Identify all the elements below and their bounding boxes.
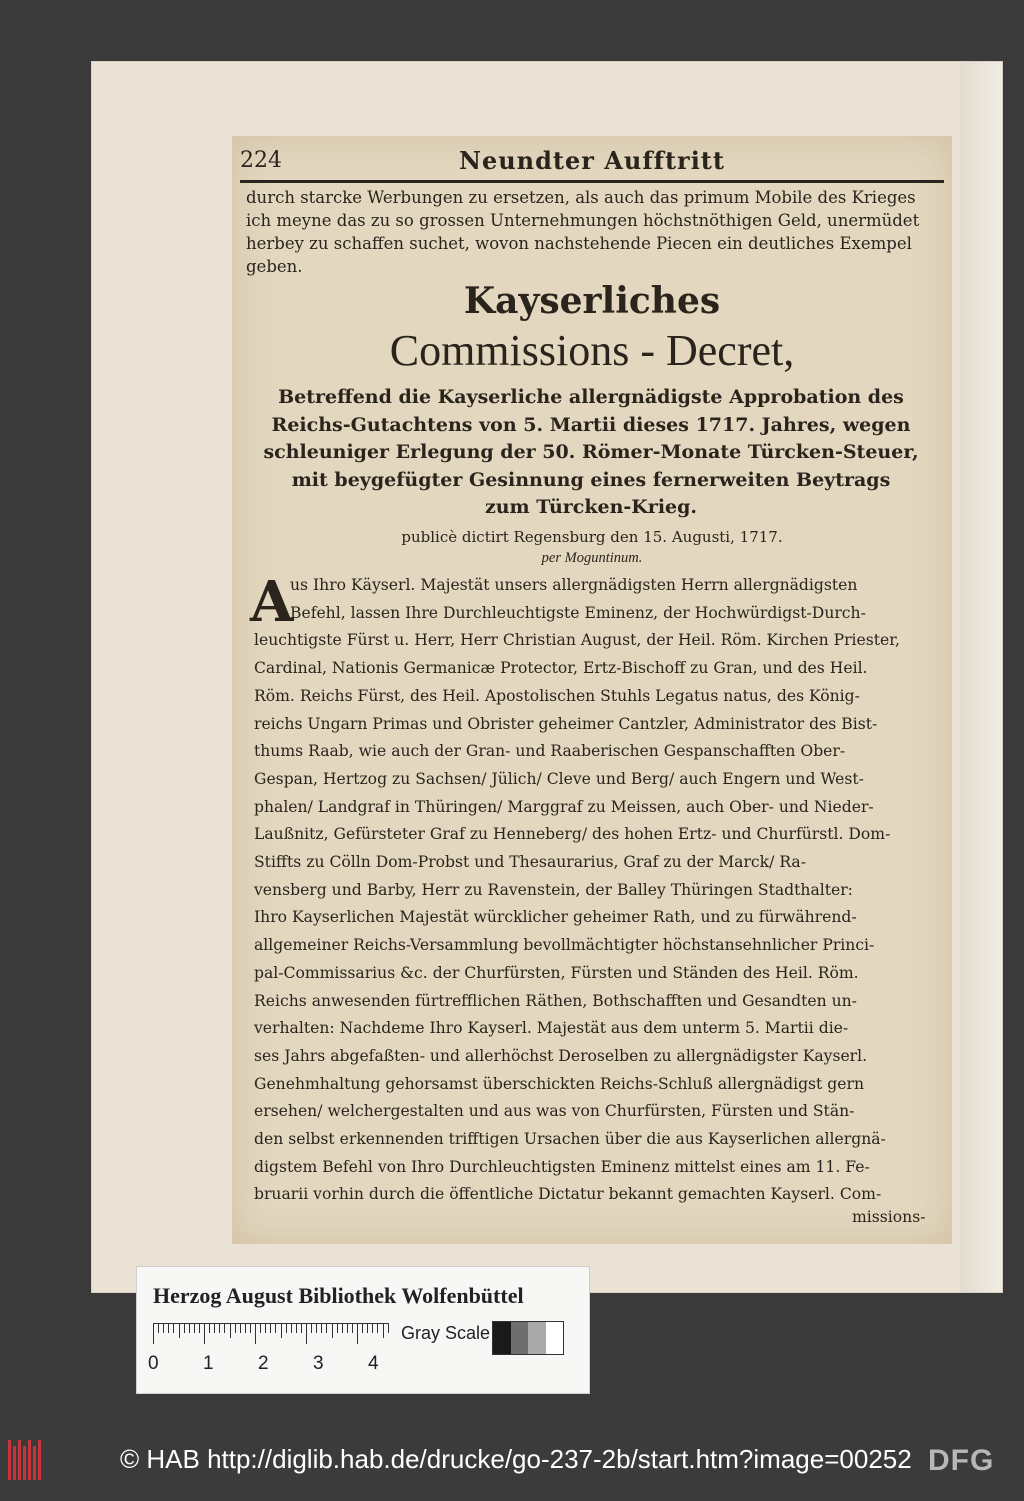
ruler-tick [311, 1324, 312, 1333]
gray-swatch [528, 1322, 546, 1354]
body-text-line: Ihro Kayserlichen Majestät würcklicher geheimer Rath, und zu fürwährend- [254, 908, 857, 927]
ruler-tick [199, 1324, 200, 1333]
body-text-line: Laußnitz, Gefürsteter Graf zu Henneberg/ des hohen Ertz- und Churfürstl. Dom- [254, 825, 891, 844]
ruler-tick [224, 1324, 225, 1333]
ruler-tick [235, 1324, 236, 1333]
ruler-tick [275, 1324, 276, 1333]
ruler-tick [245, 1324, 246, 1333]
gray-swatch [546, 1322, 564, 1354]
body-text-line: leuchtigste Fürst u. Herr, Herr Christian August, der Heil. Röm. Kirchen Priester, [254, 631, 900, 650]
header-rule [240, 180, 944, 183]
intro-text-line: herbey zu schaffen suchet, wovon nachstehende Piecen ein deutliches Exempel [246, 234, 912, 253]
drop-cap: A [250, 569, 294, 635]
body-text-line: Röm. Reichs Fürst, des Heil. Apostolischen Stuhls Legatus natus, des König- [254, 686, 860, 705]
intro-text-line: geben. [246, 257, 303, 276]
ruler-number: 1 [203, 1353, 214, 1374]
decree-title-line-1: Kayserliches [463, 280, 721, 322]
library-color-card [136, 1266, 590, 1394]
ruler-tick [189, 1324, 190, 1333]
body-text-line: den selbst erkennenden trifftigen Ursachen über die aus Kayserlichen allergnä- [254, 1130, 886, 1148]
hab-logo-icon [8, 1440, 42, 1480]
copyright-link[interactable]: © HAB http://diglib.hab.de/drucke/go-237-2b/start.htm?image=00252 [120, 1444, 912, 1474]
ruler-tick [367, 1324, 368, 1333]
ruler-tick [357, 1324, 358, 1344]
dfg-logo: DFG [928, 1444, 995, 1477]
ruler-tick [194, 1324, 195, 1333]
ruler-tick [230, 1324, 231, 1338]
decree-subtitle-line: mit beygefügter Gesinnung eines fernerweiten Beytrags [291, 468, 891, 491]
dictation-line: publicè dictirt Regensburg den 15. Augusti, 1717. [401, 528, 783, 546]
ruler-tick [326, 1324, 327, 1333]
catchword: missions- [852, 1208, 926, 1226]
ruler-tick [219, 1324, 220, 1333]
ruler-tick [153, 1324, 154, 1344]
gray-scale-label: Gray Scale [401, 1323, 491, 1343]
body-text-line: digstem Befehl von Ihro Durchleuchtigsten Eminenz mittelst eines am 11. Fe- [254, 1157, 870, 1176]
ruler-tick [296, 1324, 297, 1333]
book-page [232, 136, 952, 1244]
body-text-line: ses Jahrs abgefaßten- und allerhöchst Deroselben zu allergnädigster Kayserl. [254, 1046, 868, 1065]
intro-text-line: ich meyne das zu so grossen Unternehmungen höchstnöthigen Geld, unermüdet [246, 211, 920, 230]
ruler-tick [301, 1324, 302, 1333]
body-text-line: phalen/ Landgraf in Thüringen/ Marggraf zu Meissen, auch Ober- und Nieder- [254, 797, 874, 816]
ruler-tick [332, 1324, 333, 1338]
ruler-number: 3 [313, 1353, 324, 1374]
ruler-tick [337, 1324, 338, 1333]
decree-subtitle-line: schleuniger Erlegung der 50. Römer-Monate Türcken-Steuer, [263, 441, 919, 463]
ruler-tick [372, 1324, 373, 1333]
ruler-tick [342, 1324, 343, 1333]
decree-subtitle-line: Betreffend die Kayserliche allergnädigste Approbation des [278, 386, 904, 408]
gray-swatch [493, 1322, 511, 1354]
body-text-line: Befehl, lassen Ihre Durchleuchtigste Eminenz, der Hochwürdigst-Durch- [290, 603, 866, 622]
ruler-tick [158, 1324, 159, 1333]
body-text-line: verhalten: Nachdeme Ihro Kayserl. Majestät aus dem unterm 5. Martii die- [254, 1019, 849, 1038]
gray-swatch [511, 1322, 529, 1354]
ruler-tick [173, 1324, 174, 1333]
page-number: 224 [240, 148, 282, 173]
ruler-tick [377, 1324, 378, 1333]
body-text-line: thums Raab, wie auch der Gran- und Raaberischen Gespanschafften Ober- [254, 742, 846, 761]
ruler-tick [255, 1324, 256, 1344]
ruler-tick [265, 1324, 266, 1333]
body-text-line: reichs Ungarn Primas und Obrister geheimer Cantzler, Administrator des Bist- [254, 714, 878, 733]
body-text-line: vensberg und Barby, Herr zu Ravenstein, der Balley Thüringen Stadthalter: [254, 880, 853, 899]
body-text-line: Stiffts zu Cölln Dom-Probst und Thesaurarius, Graf zu der Marck/ Ra- [254, 853, 806, 871]
ruler-tick [179, 1324, 180, 1338]
body-text-line: bruarii vorhin durch die öffentliche Dictatur bekannt gemachten Kayserl. Com- [254, 1185, 882, 1204]
per-line: per Moguntinum. [541, 550, 643, 566]
body-text-line: allgemeiner Reichs-Versammlung bevollmächtigter höchstansehnlicher Princi- [254, 936, 875, 955]
ruler-tick [260, 1324, 261, 1333]
body-text-line: Gespan, Hertzog zu Sachsen/ Jülich/ Cleve und Berg/ auch Engern und West- [254, 769, 864, 788]
ruler-tick [163, 1324, 164, 1333]
ruler-tick [281, 1324, 282, 1338]
ruler-number: 4 [368, 1353, 379, 1374]
page-header [240, 146, 944, 180]
decree-subtitle-line: zum Türcken-Krieg. [484, 496, 698, 518]
body-text-line: us Ihro Käyserl. Majestät unsers allergnädigsten Herrn allergnädigsten [290, 576, 858, 594]
body-text-line: ersehen/ welchergestalten und aus was von Churfürsten, Fürsten und Stän- [254, 1102, 855, 1121]
ruler-tick [347, 1324, 348, 1333]
body-text-line: Cardinal, Nationis Germanicæ Protector, Ertz-Bischoff zu Gran, und des Heil. [254, 659, 868, 678]
ruler-tick [316, 1324, 317, 1333]
ruler-tick [321, 1324, 322, 1333]
library-name: Herzog August Bibliothek Wolfenbüttel [153, 1283, 524, 1308]
ruler-tick [388, 1324, 389, 1333]
body-text-line: Genehmhaltung gehorsamst überschickten Reichs-Schluß allergnädigst gern [254, 1074, 864, 1093]
footer-bar [0, 1432, 1024, 1501]
ruler-tick [362, 1324, 363, 1333]
cm-ruler [153, 1323, 389, 1346]
decree-subtitle-line: Reichs-Gutachtens von 5. Martii dieses 1717. Jahres, wegen [271, 413, 911, 436]
ruler-number: 2 [258, 1353, 269, 1374]
gray-scale-swatches [492, 1321, 564, 1355]
backing-sheet-edge [960, 62, 1002, 1292]
ruler-tick [352, 1324, 353, 1333]
page-content [232, 136, 952, 1244]
ruler-tick [204, 1324, 205, 1344]
ruler-tick [306, 1324, 307, 1344]
ruler-tick [270, 1324, 271, 1333]
ruler-tick [286, 1324, 287, 1333]
decree-title-line-2: Commissions - Decret, [389, 326, 795, 375]
ruler-tick [214, 1324, 215, 1333]
ruler-tick [250, 1324, 251, 1333]
intro-text-line: durch starcke Werbungen zu ersetzen, als auch das primum Mobile des Krieges [246, 188, 916, 207]
ruler-tick [168, 1324, 169, 1333]
ruler-tick [291, 1324, 292, 1333]
ruler-tick [184, 1324, 185, 1333]
body-text-line: Reichs anwesenden fürtrefflichen Räthen, Bothschafften und Gesandten un- [254, 991, 857, 1010]
running-head: Neundter Aufftritt [459, 146, 725, 175]
ruler-tick [240, 1324, 241, 1333]
body-text-line: pal-Commissarius &c. der Churfürsten, Fürsten und Ständen des Heil. Röm. [254, 963, 859, 982]
ruler-tick [209, 1324, 210, 1333]
ruler-number: 0 [148, 1353, 159, 1374]
ruler-tick [383, 1324, 384, 1338]
